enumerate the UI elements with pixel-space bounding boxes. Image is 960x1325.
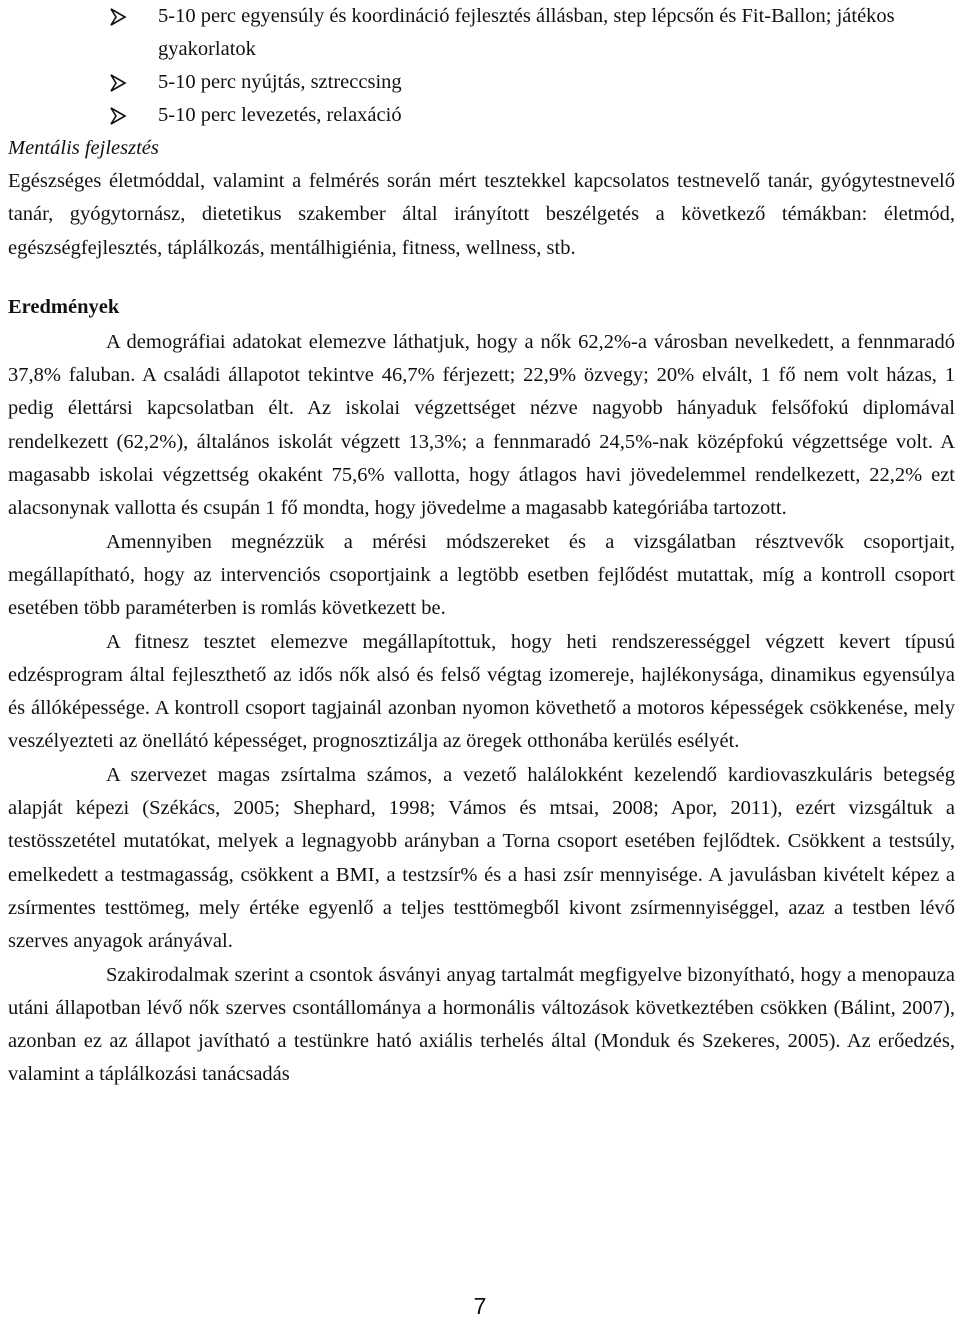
results-paragraph: Szakirodalmak szerint a csontok ásványi anyag tartalmát megfigyelve bizonyítható, hogy a menopauza utáni állapotban lévő nők szerves csontállománya a hormonális változások következtében csökken (Bálint, 2007), azonban ez az állapot javítható a testünkre ható axiális terhelés által (Monduk és Szekeres, 2005). Az erőedzés, valamint a táplálkozási tanácsadás bbox=[8, 963, 955, 1086]
results-paragraph: Amennyiben megnézzük a mérési módszereket és a vizsgálatban résztvevők csoportjait, megállapítható, hogy az intervenciós csoportjaink a legtöbb esetben fejlődést mutattak, míg a kontroll csoport esetében több paraméterben is romlás következett be. bbox=[8, 530, 955, 620]
bullet-item bbox=[8, 66, 955, 99]
exercise-bullet-list bbox=[8, 0, 955, 132]
page-number: 7 bbox=[473, 1293, 487, 1319]
mental-paragraph: Egészséges életmóddal, valamint a felmérés során mért tesztekkel kapcsolatos testnevelő tanár, gyógytestnevelő tanár, gyógytornász, dietetikus szakember által irányított beszélgetés a következő témákban: életmód, egészségfejlesztés, táplálkozás, mentálhigiénia, fitness, wellness, stb. bbox=[8, 170, 955, 259]
bullet-item bbox=[8, 99, 955, 132]
results-paragraph: A szervezet magas zsírtalma számos, a vezető halálokként kezelendő kardiovaszkuláris betegség alapját képezi (Székács, 2005; Shephard, 1998; Vámos és mtsai, 2008; Apor, 2011), ezért vizsgáltuk a testösszetétel mutatókat, melyek a legnagyobb arányban a Torna csoport esetében fejlődtek. Csökkent a testsúly, emelkedett a testmagasság, csökkent a BMI, a testzsír% és a hasi zsír mennyisége. A javulásban kivételt képez a zsírmentes testtömeg, mely értéke egyenlő a teljes testtömegből kivont zsírmennyiséggel, azaz a testben lévő szerves anyagok arányával. bbox=[8, 763, 955, 953]
bullet-text: 5-10 perc nyújtás, sztreccsing bbox=[158, 71, 402, 93]
mental-heading: Mentális fejlesztés bbox=[8, 137, 159, 159]
arrow-bullet-icon bbox=[109, 66, 127, 99]
arrow-bullet-icon bbox=[109, 99, 127, 132]
bullet-text: 5-10 perc levezetés, relaxáció bbox=[158, 104, 402, 126]
bullet-text: 5-10 perc egyensúly és koordináció fejlesztés állásban, step lépcsőn és Fit-Ballon; játékos gyakorlatok bbox=[158, 5, 895, 60]
document-page bbox=[8, 0, 955, 1092]
arrow-bullet-icon bbox=[109, 0, 127, 33]
results-paragraph: A demográfiai adatokat elemezve láthatjuk, hogy a nők 62,2%-a városban nevelkedett, a fennmaradó 37,8% faluban. A családi állapotot tekintve 46,7% férjezett; 22,9% özvegy; 20% elvált, 1 fő nem volt házas, 1 pedig élettársi kapcsolatban élt. Az iskolai végzettséget nézve nagyobb hányaduk felsőfokú diplomával rendelkezett (62,2%), általános iskolát végzett 13,3%; a fennmaradó 24,5%-nak középfokú végzettsége volt. A magasabb iskolai végzettség okaként 75,6% vallotta, hogy átlagos havi jövedelemmel rendelkezett, 22,2% ezt alacsonynak vallotta és csupán 1 fő mondta, hogy jövedelme a magasabb kategóriába tartozott. bbox=[8, 330, 955, 520]
bullet-item bbox=[8, 0, 955, 66]
results-paragraph: A fitnesz tesztet elemezve megállapítottuk, hogy heti rendszerességgel végzett kevert típusú edzésprogram által fejleszthető az idős nők alsó és felső végtag izomereje, hajlékonysága, dinamikus egyensúlya és állóképessége. A kontroll csoport tagjainál azonban nyomon követhető a motoros képességek csökkenése, mely veszélyezteti az önellátó képességet, prognosztizálja az öregek otthonába kerülés esélyét. bbox=[8, 630, 955, 753]
results-heading: Eredmények bbox=[8, 295, 120, 318]
